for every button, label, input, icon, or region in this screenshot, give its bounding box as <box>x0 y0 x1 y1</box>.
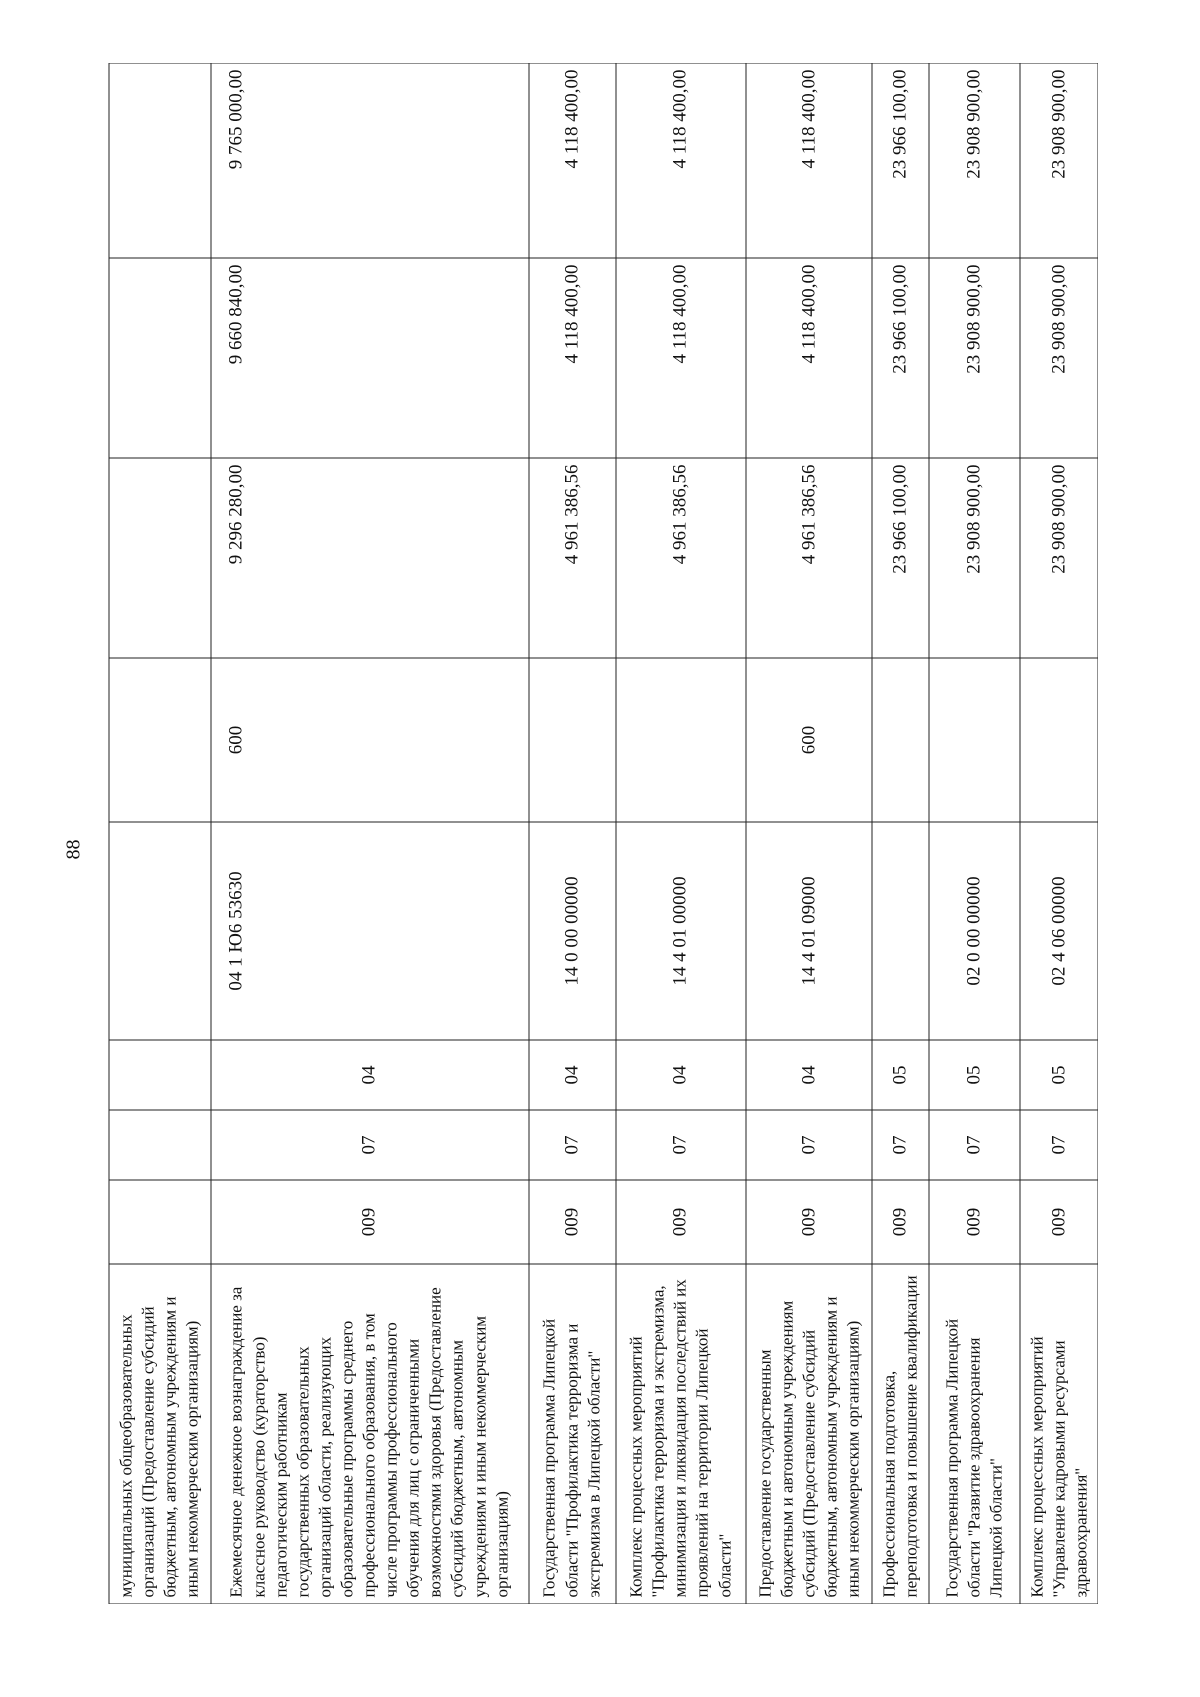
target-code: 02 0 00 00000 <box>928 822 1019 1040</box>
table-row <box>528 63 615 1604</box>
amount-year-3: 4 118 400,00 <box>746 63 872 258</box>
ministry-code: 009 <box>528 1180 615 1264</box>
subsection-code: 05 <box>872 1040 929 1110</box>
section-code: 07 <box>210 1110 528 1180</box>
ministry-code: 009 <box>872 1180 929 1264</box>
amount-year-2: 23 966 100,00 <box>872 258 929 458</box>
amount-year-1: 4 961 386,56 <box>746 458 872 658</box>
target-code: 14 4 01 09000 <box>746 822 872 1040</box>
amount-year-3: 23 908 900,00 <box>1020 63 1098 258</box>
table-row <box>928 63 1019 1604</box>
row-name: Ежемесячное денежное вознаграждение за классное руководство (кураторство) педагогическим работникам государственных образовательных организаций области, реализующих образовательные программы среднего профессионального образования, в том числе программы профессионального обучения для лиц с ограниченными возможностями здоровья (Предоставление субсидий бюджетным, автономным учреждениям и иным некоммерческим организациям) <box>210 1264 528 1604</box>
row-name: муниципальных общеобразовательных организаций (Предоставление субсидий бюджетным, автономным учреждениям и иным некоммерческим организациям) <box>109 1264 211 1604</box>
subsection-code: 04 <box>210 1040 528 1110</box>
amount-year-1: 4 961 386,56 <box>528 458 615 658</box>
amount-year-3: 23 966 100,00 <box>872 63 929 258</box>
subsection-code: 05 <box>928 1040 1019 1110</box>
amount-year-2: 23 908 900,00 <box>928 258 1019 458</box>
amount-year-2: 4 118 400,00 <box>615 258 746 458</box>
row-name: Государственная программа Липецкой области "Профилактика терроризма и экстремизма в Липецкой области" <box>528 1264 615 1604</box>
row-name: Профессиональная подготовка, переподготовка и повышение квалификации <box>872 1264 929 1604</box>
table-row <box>746 63 872 1604</box>
target-code: 14 4 01 00000 <box>615 822 746 1040</box>
row-name: Государственная программа Липецкой области "Развитие здравоохранения Липецкой области" <box>928 1264 1019 1604</box>
expense-type-code <box>872 658 929 822</box>
amount-year-3: 4 118 400,00 <box>528 63 615 258</box>
expense-type-code: 600 <box>746 658 872 822</box>
ministry-code: 009 <box>928 1180 1019 1264</box>
row-name: Комплекс процессных мероприятий "Управление кадровыми ресурсами здравоохранения" <box>1020 1264 1098 1604</box>
expense-type-code: 600 <box>210 658 528 822</box>
target-code <box>872 822 929 1040</box>
target-code <box>109 822 211 1040</box>
budget-table <box>108 63 1098 1604</box>
amount-year-2: 23 908 900,00 <box>1020 258 1098 458</box>
subsection-code: 05 <box>1020 1040 1098 1110</box>
row-name: Комплекс процессных мероприятий "Профилактика терроризма и экстремизма, минимизация и ликвидация последствий их проявлений на территории Липецкой области" <box>615 1264 746 1604</box>
amount-year-2: 4 118 400,00 <box>528 258 615 458</box>
section-code: 07 <box>1020 1110 1098 1180</box>
page-number: 88 <box>62 839 85 860</box>
amount-year-1: 23 908 900,00 <box>928 458 1019 658</box>
table-row <box>210 63 528 1604</box>
ministry-code: 009 <box>746 1180 872 1264</box>
table-row <box>109 63 211 1604</box>
section-code <box>109 1110 211 1180</box>
amount-year-3: 9 765 000,00 <box>210 63 528 258</box>
amount-year-1: 23 966 100,00 <box>872 458 929 658</box>
section-code: 07 <box>746 1110 872 1180</box>
amount-year-2: 4 118 400,00 <box>746 258 872 458</box>
subsection-code <box>109 1040 211 1110</box>
subsection-code: 04 <box>746 1040 872 1110</box>
section-code: 07 <box>872 1110 929 1180</box>
target-code: 02 4 06 00000 <box>1020 822 1098 1040</box>
amount-year-3: 4 118 400,00 <box>615 63 746 258</box>
expense-type-code <box>928 658 1019 822</box>
amount-year-1: 4 961 386,56 <box>615 458 746 658</box>
ministry-code <box>109 1180 211 1264</box>
target-code: 14 0 00 00000 <box>528 822 615 1040</box>
expense-type-code <box>615 658 746 822</box>
section-code: 07 <box>615 1110 746 1180</box>
table-row <box>1020 63 1098 1604</box>
ministry-code: 009 <box>1020 1180 1098 1264</box>
section-code: 07 <box>928 1110 1019 1180</box>
amount-year-2 <box>109 258 211 458</box>
amount-year-2: 9 660 840,00 <box>210 258 528 458</box>
subsection-code: 04 <box>528 1040 615 1110</box>
amount-year-1 <box>109 458 211 658</box>
expense-type-code <box>109 658 211 822</box>
amount-year-1: 23 908 900,00 <box>1020 458 1098 658</box>
row-name: Предоставление государственным бюджетным и автономным учреждениям субсидий (Предоставление субсидий бюджетным, автономным учреждениям и иным некоммерческим организациям) <box>746 1264 872 1604</box>
section-code: 07 <box>528 1110 615 1180</box>
amount-year-3: 23 908 900,00 <box>928 63 1019 258</box>
target-code: 04 1 Ю6 53630 <box>210 822 528 1040</box>
budget-table-container <box>108 63 1098 1604</box>
amount-year-3 <box>109 63 211 258</box>
expense-type-code <box>528 658 615 822</box>
ministry-code: 009 <box>210 1180 528 1264</box>
table-row <box>872 63 929 1604</box>
subsection-code: 04 <box>615 1040 746 1110</box>
amount-year-1: 9 296 280,00 <box>210 458 528 658</box>
ministry-code: 009 <box>615 1180 746 1264</box>
expense-type-code <box>1020 658 1098 822</box>
table-row <box>615 63 746 1604</box>
